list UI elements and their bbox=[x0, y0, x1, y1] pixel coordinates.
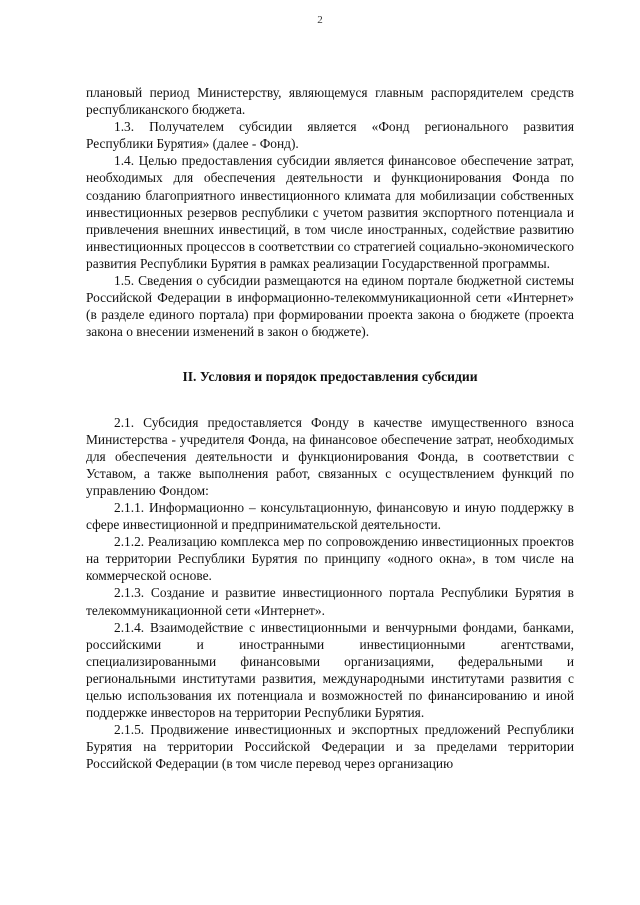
paragraph-2-1-1: 2.1.1. Информационно – консультационную, финансовую и иную поддержку в сфере инвестиционной и предпринимательской деятельности. bbox=[86, 499, 574, 533]
paragraph-intro-continuation: плановый период Министерству, являющемуся главным распорядителем средств республиканского бюджета. bbox=[86, 85, 574, 118]
page-number: 2 bbox=[317, 14, 323, 26]
document-body bbox=[86, 84, 574, 772]
paragraph-1-5: 1.5. Сведения о субсидии размещаются на едином портале бюджетной системы Российской Федерации в информационно-телекоммуникационной сети «Интернет» (в разделе единого портала) при формировании проекта закона о бюджете (проекта закона о внесении изменений в закон о бюджете). bbox=[86, 273, 574, 340]
paragraph-2-1-5: 2.1.5. Продвижение инвестиционных и экспортных предложений Республики Бурятия на территории Российской Федерации и за пределами территории Российской Федерации (в том числе перевод через организацию bbox=[86, 722, 574, 772]
paragraph-2-1-3: 2.1.3. Создание и развитие инвестиционного портала Республики Бурятия в телекоммуникационной сети «Интернет». bbox=[86, 585, 574, 618]
paragraph-1-4: 1.4. Целью предоставления субсидии является финансовое обеспечение затрат, необходимых для обеспечения деятельности и функционирования Фонда по созданию благоприятного инвестиционного климата для мобилизации собственных инвестиционных резервов республики с учетом развития экспортного потенциала и привлечения внешних инвестиций, в том числе иностранных, содействие развитию инвестиционных процессов в соответствии со стратегией социально-экономического развития Республики Бурятия в рамках реализации Государственной программы. bbox=[86, 153, 574, 271]
paragraph-2-1-4: 2.1.4. Взаимодействие с инвестиционными и венчурными фондами, банками, российскими и иностранными инвестиционными агентствами, специализированными финансовыми организациями, федеральными и региональными институтами развития, международными институтами развития с целью использования их потенциала и возможностей по финансированию и иной поддержке инвесторов на территории Республики Бурятия. bbox=[86, 619, 574, 721]
section-heading: II. Условия и порядок предоставления субсидии bbox=[182, 369, 478, 385]
paragraph-2-1-2: 2.1.2. Реализацию комплекса мер по сопровождению инвестиционных проектов на территории Республики Бурятия по принципу «одного окна», в том числе на коммерческой основе. bbox=[86, 534, 574, 584]
paragraph-2-1: 2.1. Субсидия предоставляется Фонду в качестве имущественного взноса Министерства - учредителя Фонда, на финансовое обеспечение затрат, необходимых для обеспечения деятельности и функционирования Фонда, в соответствии с Уставом, а также выполнения работ, связанных с осуществлением функций по управлению Фондом: bbox=[86, 414, 574, 498]
paragraph-1-3: 1.3. Получателем субсидии является «Фонд регионального развития Республики Бурятия» (далее - Фонд). bbox=[86, 119, 574, 152]
